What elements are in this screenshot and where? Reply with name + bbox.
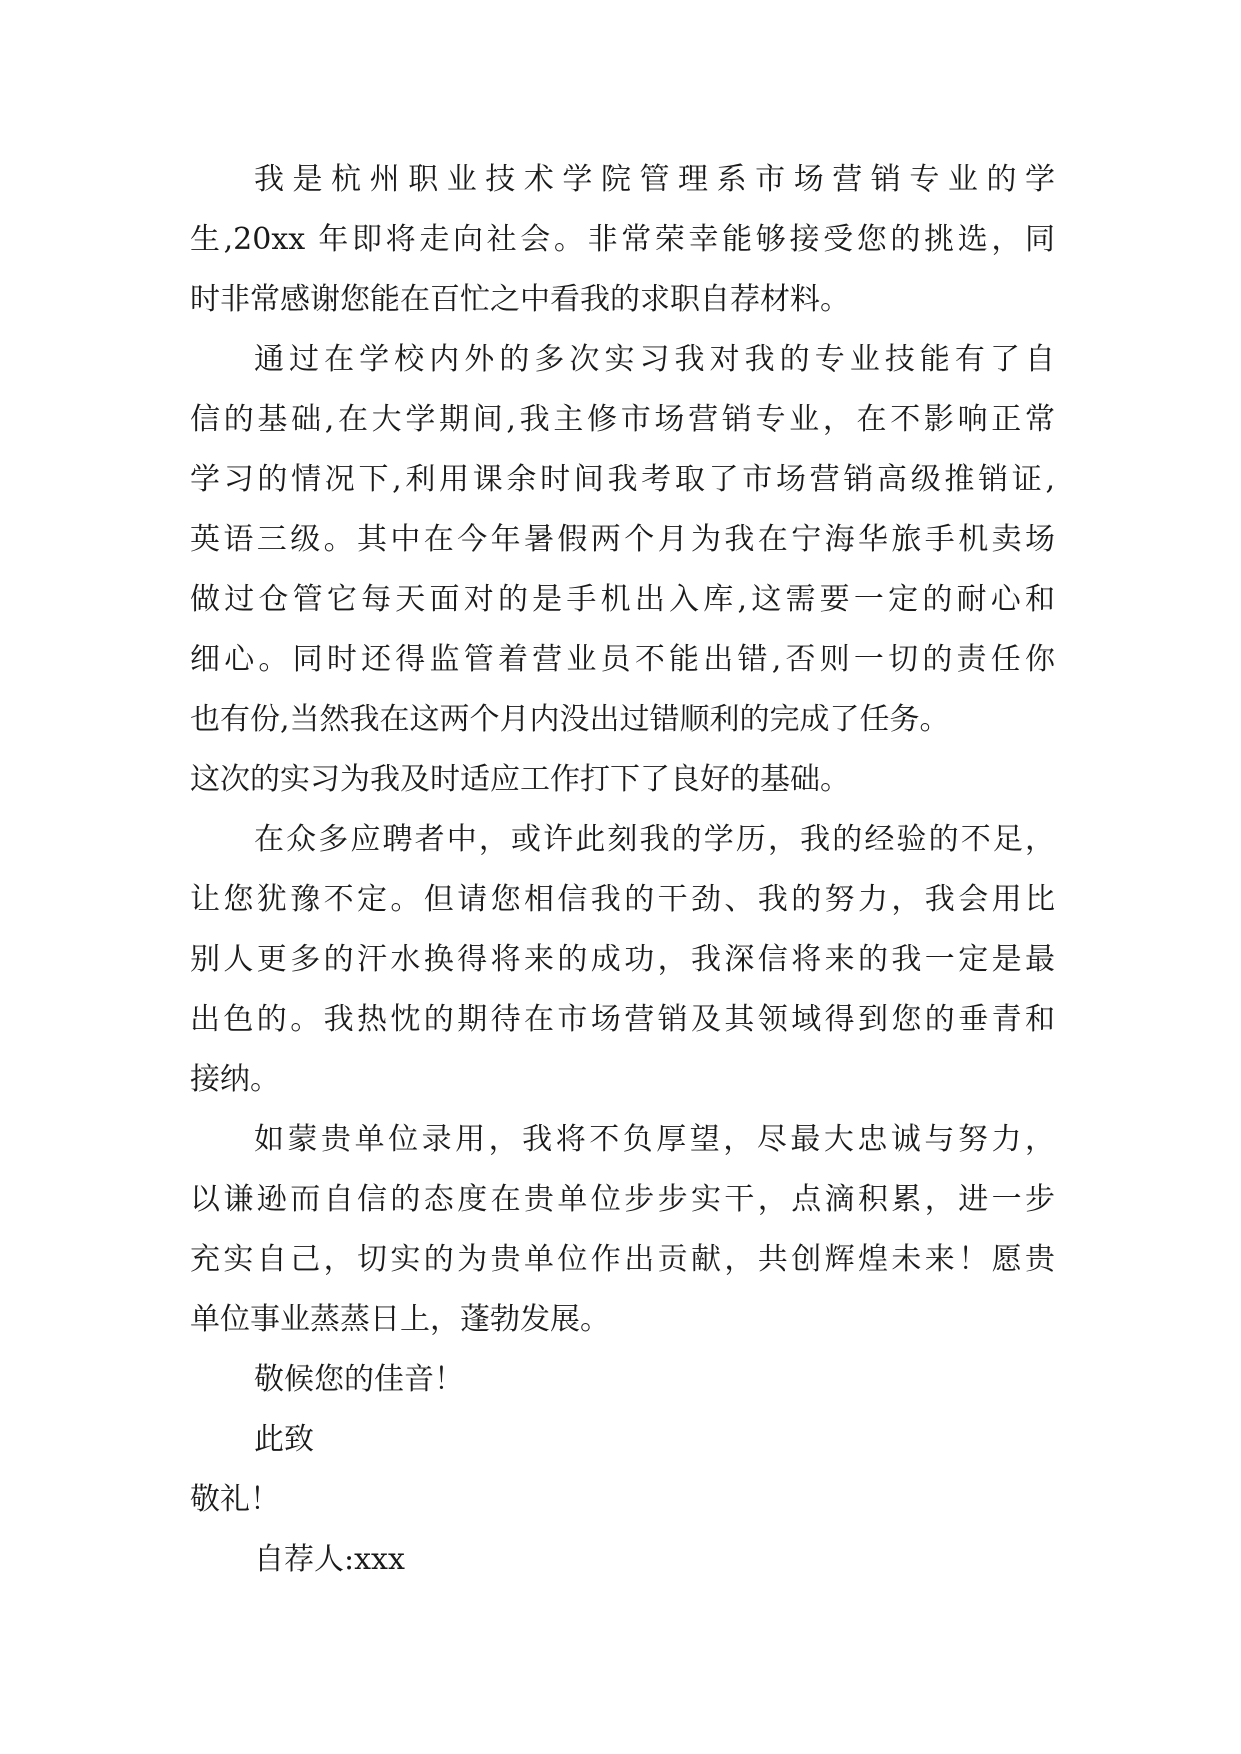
signature: 自荐人:xxx (254, 1542, 405, 1577)
paragraph-2-line-8: 这次的实习为我及时适应工作打下了良好的基础。 (190, 762, 850, 797)
paragraph-2-line-6: 细心。同时还得监管着营业员不能出错,否则一切的责任你 (190, 642, 1055, 677)
paragraph-2-line-1: 通过在学校内外的多次实习我对我的专业技能有了自 (254, 342, 1055, 377)
paragraph-2-line-3: 学习的情况下,利用课余时间我考取了市场营销高级推销证, (190, 462, 1055, 497)
cover-letter-body (190, 158, 1055, 1598)
closing-phrase: 此致 (254, 1422, 314, 1457)
paragraph-1-line-3: 时非常感谢您能在百忙之中看我的求职自荐材料。 (190, 282, 850, 317)
paragraph-1-line-1: 我是杭州职业技术学院管理系市场营销专业的学 (254, 162, 1055, 197)
paragraph-3-line-5: 接纳。 (190, 1062, 280, 1097)
paragraph-2-line-7: 也有份,当然我在这两个月内没出过错顺利的完成了任务。 (190, 702, 950, 737)
paragraph-4-line-4: 单位事业蒸蒸日上，蓬勃发展。 (190, 1302, 610, 1337)
paragraph-3-line-2: 让您犹豫不定。但请您相信我的干劲、我的努力，我会用比 (190, 882, 1055, 917)
paragraph-4-line-2: 以谦逊而自信的态度在贵单位步步实干，点滴积累，进一步 (190, 1182, 1055, 1217)
paragraph-2-line-2: 信的基础,在大学期间,我主修市场营销专业，在不影响正常 (190, 402, 1055, 437)
paragraph-2-line-4: 英语三级。其中在今年暑假两个月为我在宁海华旅手机卖场 (190, 522, 1055, 557)
paragraph-2-line-5: 做过仓管它每天面对的是手机出入库,这需要一定的耐心和 (190, 582, 1055, 617)
closing-wish: 敬候您的佳音！ (254, 1362, 464, 1397)
paragraph-1-line-2: 生,20xx 年即将走向社会。非常荣幸能够接受您的挑选，同 (190, 222, 1055, 257)
paragraph-3-line-3: 别人更多的汗水换得将来的成功，我深信将来的我一定是最 (190, 942, 1055, 977)
paragraph-4-line-3: 充实自己，切实的为贵单位作出贡献，共创辉煌未来！愿贵 (190, 1242, 1055, 1277)
paragraph-3-line-4: 出色的。我热忱的期待在市场营销及其领域得到您的垂青和 (190, 1002, 1055, 1037)
paragraph-3-line-1: 在众多应聘者中，或许此刻我的学历，我的经验的不足， (254, 822, 1055, 857)
paragraph-4-line-1: 如蒙贵单位录用，我将不负厚望，尽最大忠诚与努力， (254, 1122, 1055, 1157)
salute: 敬礼！ (190, 1482, 280, 1517)
